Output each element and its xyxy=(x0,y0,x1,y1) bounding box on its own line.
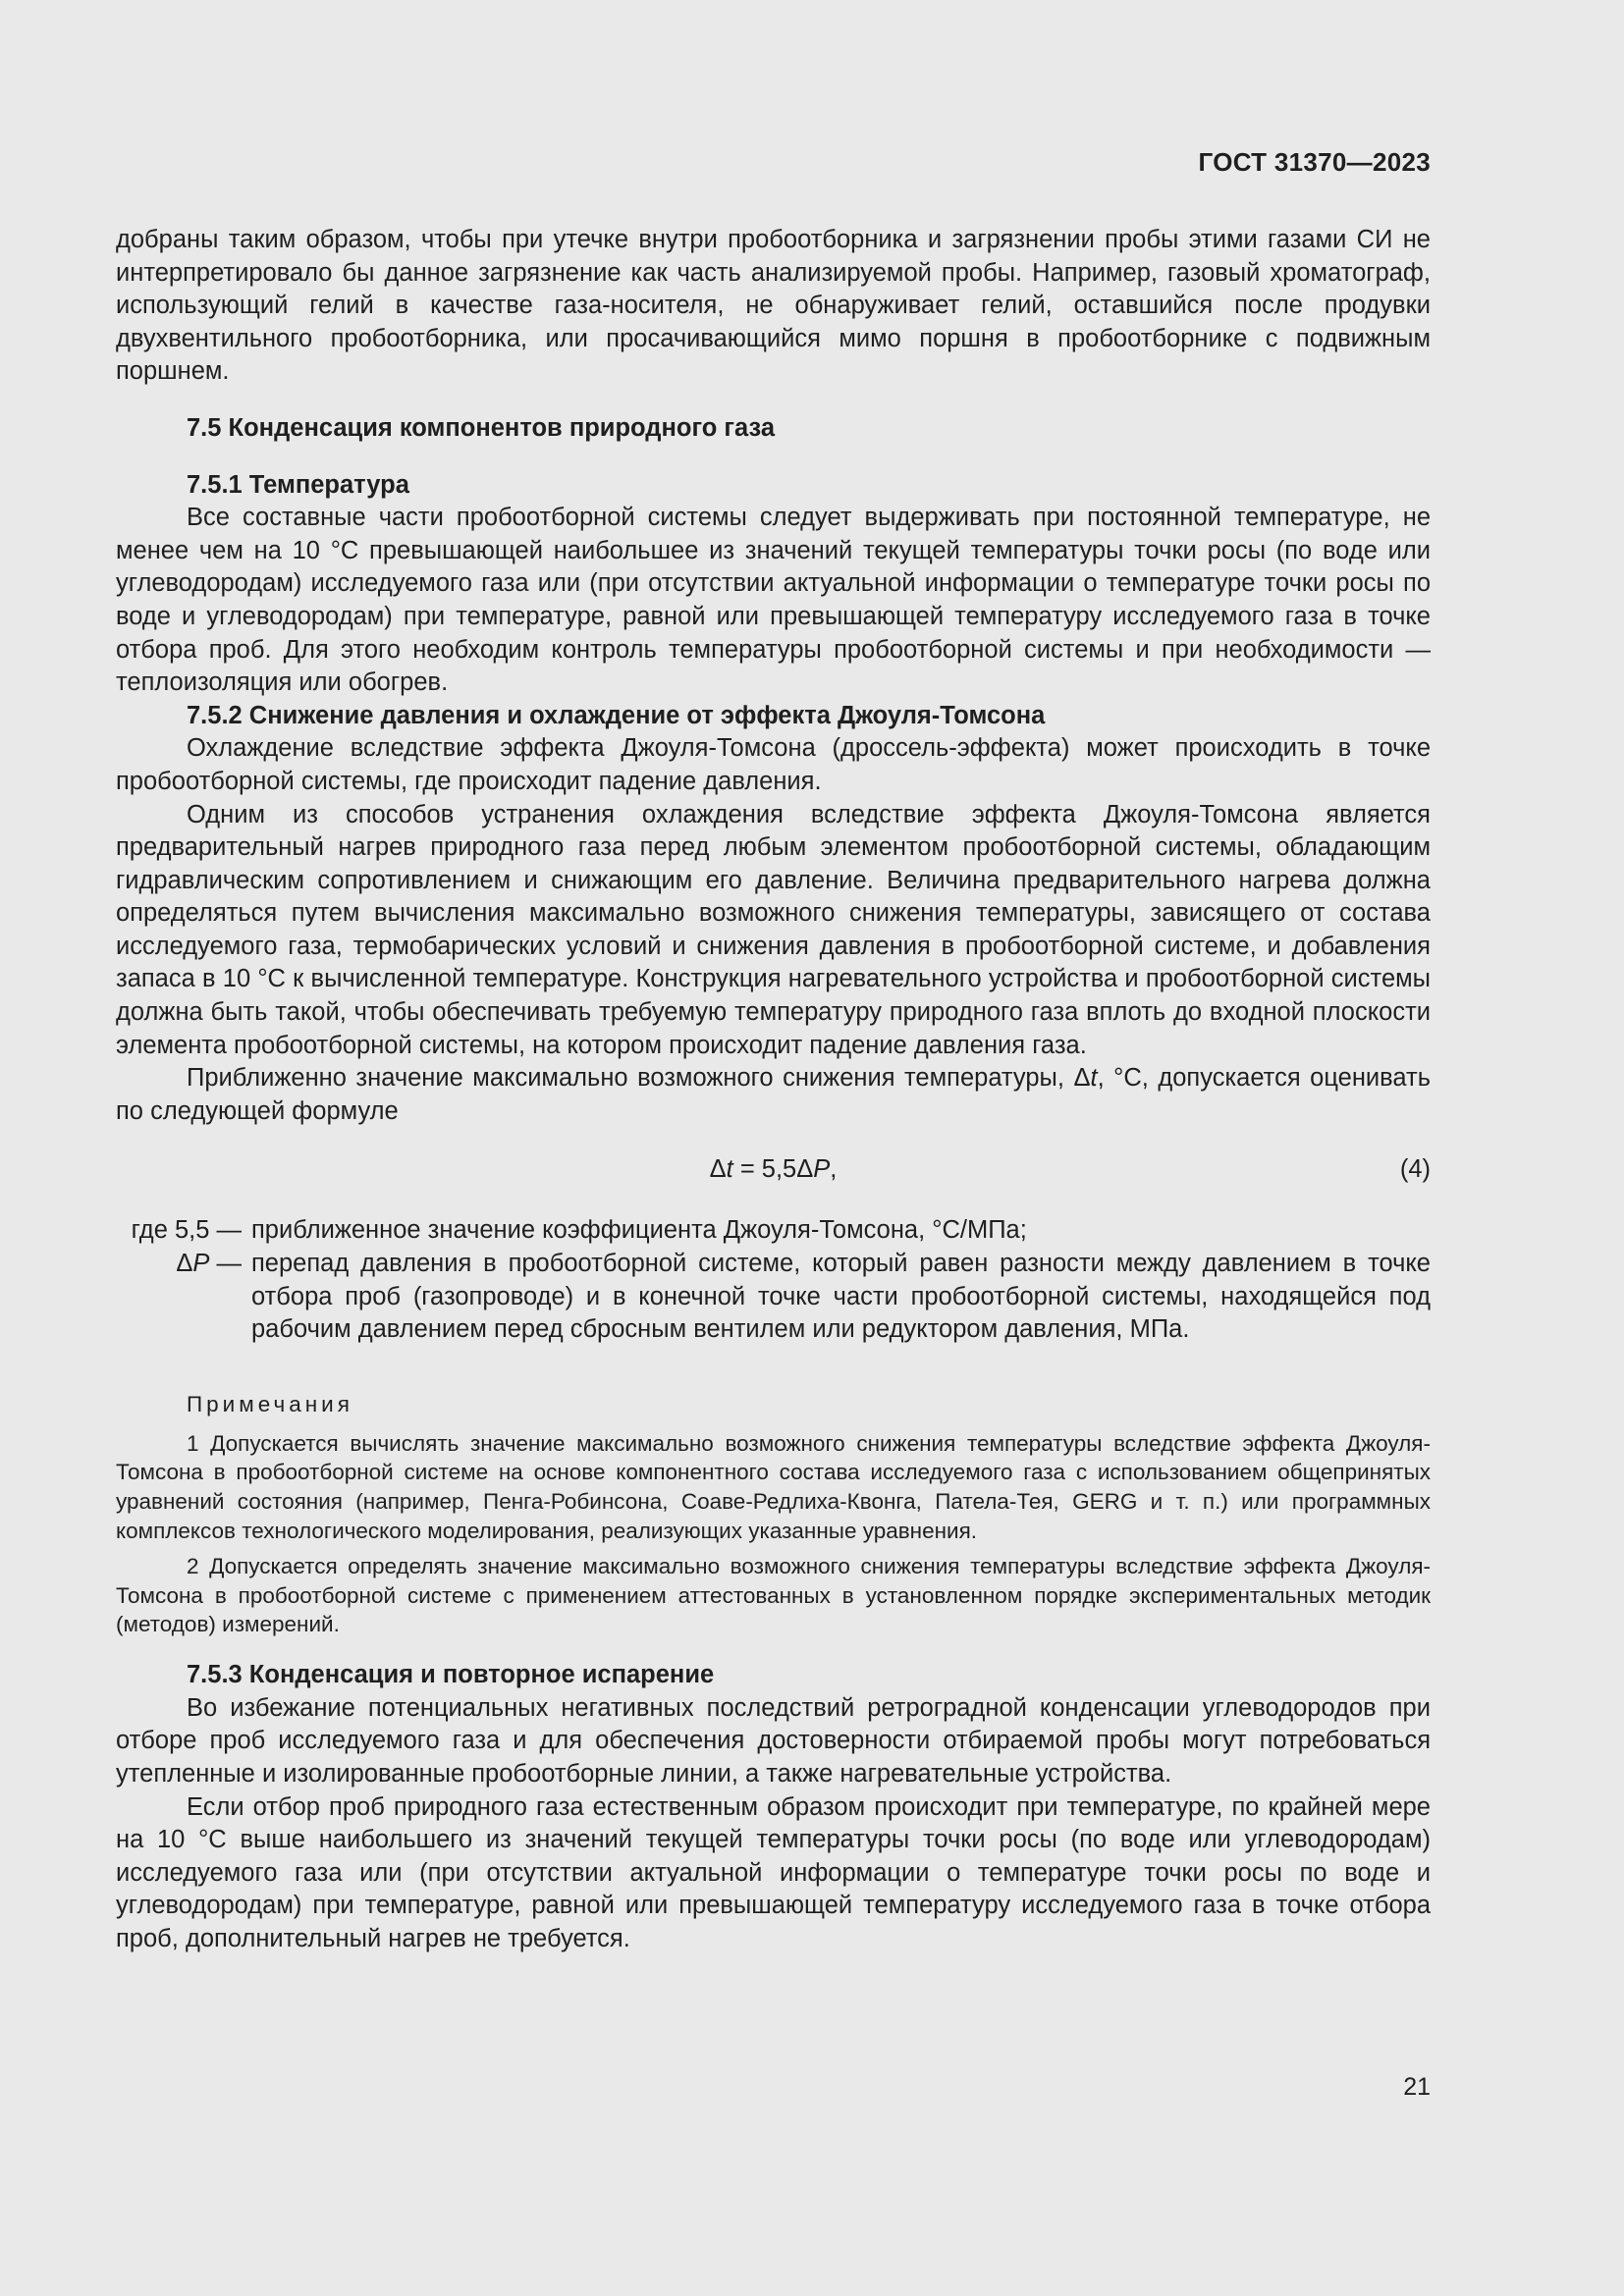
formula-expression: Δt = 5,5ΔP, xyxy=(709,1155,838,1184)
page-body xyxy=(116,224,1431,1956)
legend-symbol-coef: где 5,5 — xyxy=(131,1216,242,1245)
formula-number: (4) xyxy=(1399,1155,1431,1184)
notes-block xyxy=(116,1390,1431,1639)
legend-symbol-dp: ΔP — xyxy=(176,1250,242,1278)
notes-title: Примечания xyxy=(187,1391,353,1416)
intro-paragraph: добраны таким образом, чтобы при утечке внутри пробоотборника и загрязнении пробы этими газами СИ не интерпретировало бы данное загрязнение как часть анализируемой пробы. Например, газовый хроматограф, использующий гелий в качестве газа-носителя, не обнаруживает гелий, оставшийся после продувки двухвентильного пробоотборника, или просачивающийся мимо поршня в пробоотборнике с подвижным поршнем. xyxy=(116,226,1431,386)
page-number: 21 xyxy=(1403,2073,1431,2101)
section-7-5-2-heading: 7.5.2 Снижение давления и охлаждение от эффекта Джоуля-Томсона xyxy=(187,701,1046,729)
section-7-5-1-paragraph: Все составные части пробоотборной системы следует выдерживать при постоянной температуре, не менее чем на 10 °С превышающей наибольшее из значений текущей температуры точки росы (по воде или углеводородам) исследуемого газа или (при отсутствии актуальной информации о температуре точки росы по воде и углеводородам) при температуре, равной или превышающей температуру исследуемого газа в точке отбора проб. Для этого необходим контроль температуры пробоотборной системы и при необходимости — теплоизоляция или обогрев. xyxy=(116,504,1431,697)
section-7-5-3-paragraph-b: Если отбор проб природного газа естественным образом происходит при температуре, по крайней мере на 10 °С выше наибольшего из значений текущей температуры точки росы (по воде или углеводородам) исследуемого газа или (при отсутствии актуальной информации о температуре точки росы по воде и углеводородам) при температуре, равной или превышающей температуру исследуемого газа в точке отбора проб, дополнительный нагрев не требуется. xyxy=(116,1792,1431,1952)
section-7-5-2-paragraph-b: Одним из способов устранения охлаждения вследствие эффекта Джоуля-Томсона является предварительный нагрев природного газа перед любым элементом пробоотборной системы, обладающим гидравлическим сопротивлением и снижающим его давление. Величина предварительного нагрева должна определяться путем вычисления максимально возможного снижения температуры, зависящего от состава исследуемого газа, термобарических условий и снижения давления в пробоотборной системе, и добавления запаса в 10 °С к вычисленной температуре. Конструкция нагревательного устройства и пробоотборной системы должна быть такой, чтобы обеспечивать требуемую температуру природного газа вплоть до входной плоскости элемента пробоотборной системы, на котором происходит падение давления газа. xyxy=(116,800,1431,1059)
document-code: ГОСТ 31370—2023 xyxy=(1198,147,1431,177)
section-7-5-heading: 7.5 Конденсация компонентов природного газа xyxy=(187,413,776,442)
formula-legend xyxy=(116,1214,1431,1346)
note-2: 2 Допускается определять значение максимально возможного снижения температуры вследствие эффекта Джоуля-Томсона в пробоотборной системе с применением аттестованных в установленном порядке экспериментальных методик (методов) измерений. xyxy=(116,1553,1431,1637)
formula-4 xyxy=(116,1140,1431,1204)
section-7-5-2-paragraph-c: Приближенно значение максимально возможного снижения температуры, Δt, °С, допускается оценивать по следующей формуле xyxy=(116,1064,1431,1125)
legend-desc-dp: перепад давления в пробоотборной системе, который равен разности между давлением в точке отбора проб (газопроводе) и в конечной точке части пробоотборной системы, находящейся под рабочим давлением перед сбросным вентилем или редуктором давления, МПа. xyxy=(251,1250,1431,1344)
section-7-5-1-heading: 7.5.1 Температура xyxy=(187,470,409,499)
note-1: 1 Допускается вычислять значение максимально возможного снижения температуры вследствие эффекта Джоуля-Томсона в пробоотборной системе на основе компонентного состава исследуемого газа с использованием общепринятых уравнений состояния (например, Пенга-Робинсона, Соаве-Редлиха-Квонга, Патела-Тея, GERG и т. п.) или программных комплексов технологического моделирования, реализующих указанные уравнения. xyxy=(116,1430,1431,1543)
section-7-5-3-paragraph-a: Во избежание потенциальных негативных последствий ретроградной конденсации углеводородов при отборе проб исследуемого газа и для обеспечения достоверности отбираемой пробы могут потребоваться утепленные и изолированные пробоотборные линии, а также нагревательные устройства. xyxy=(116,1693,1431,1788)
section-7-5-3-heading: 7.5.3 Конденсация и повторное испарение xyxy=(187,1661,715,1689)
section-7-5-2-paragraph-a: Охлаждение вследствие эффекта Джоуля-Томсона (дроссель-эффекта) может происходить в точке пробоотборной системы, где происходит падение давления. xyxy=(116,734,1431,795)
legend-desc-coef: приближенное значение коэффициента Джоуля-Томсона, °С/МПа; xyxy=(251,1216,1027,1245)
